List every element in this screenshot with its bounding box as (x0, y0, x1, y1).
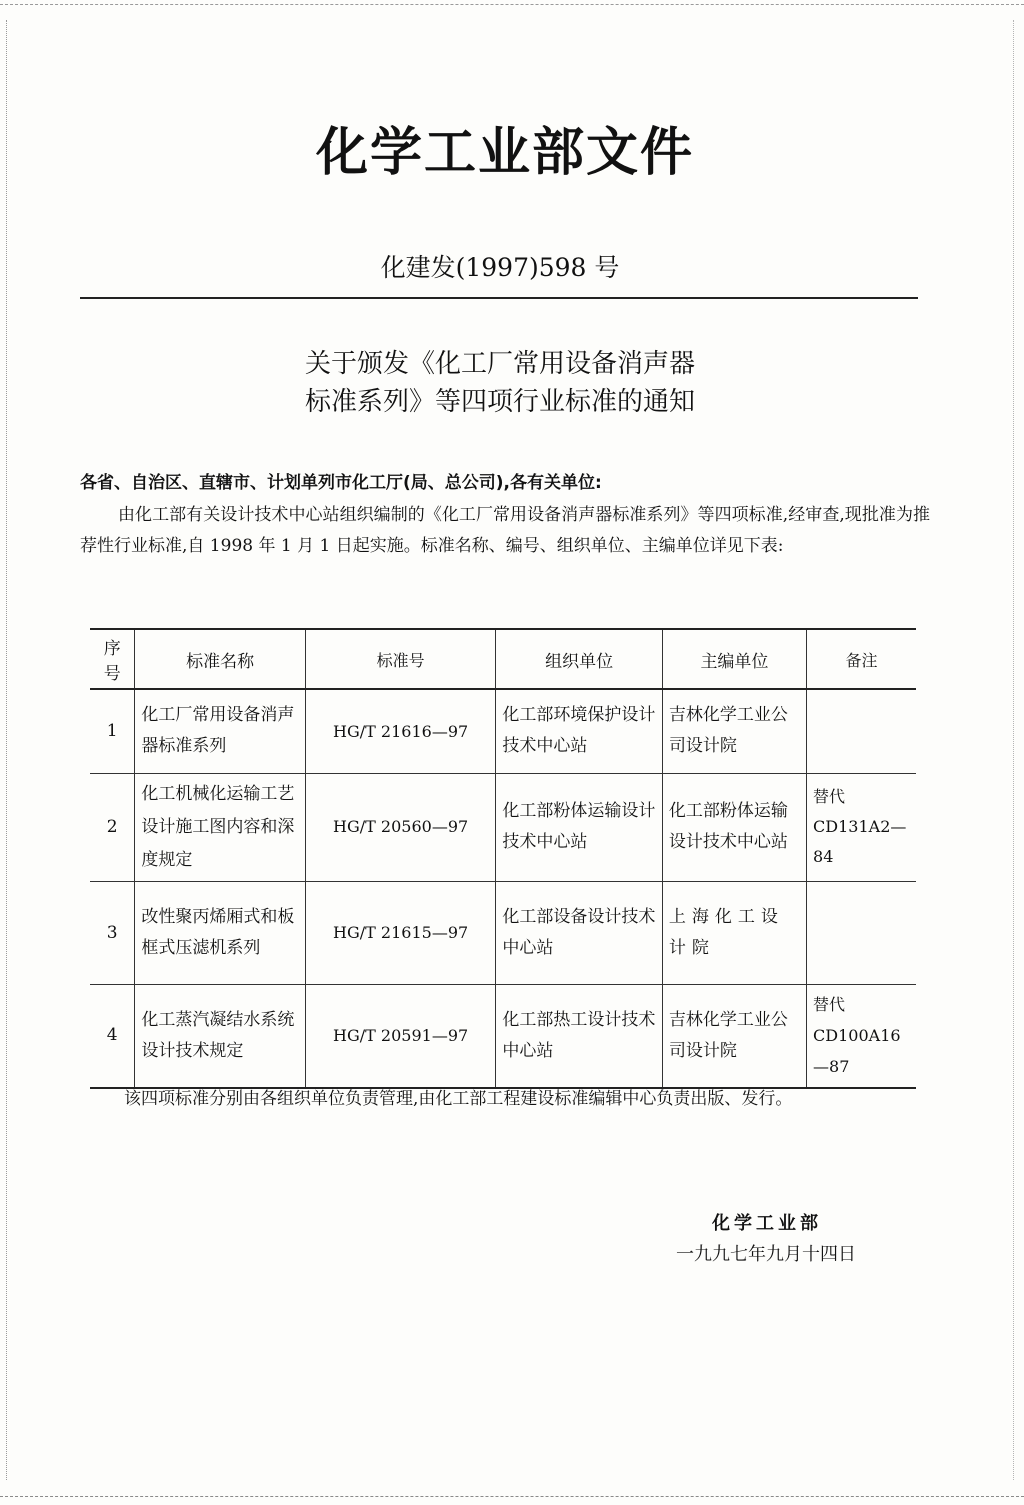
cell-editor: 化工部粉体运输设计技术中心站 (662, 773, 806, 881)
cell-seq: 3 (90, 881, 135, 984)
scan-edge-bottom (0, 1494, 1024, 1497)
cell-editor: 上海化工设计院 (662, 881, 806, 984)
scan-edge-left (6, 20, 9, 1480)
scan-edge-top (0, 4, 1024, 7)
cell-note (807, 881, 916, 984)
cell-code: HG/T 20560—97 (305, 773, 496, 881)
cell-code: HG/T 21616—97 (305, 689, 496, 773)
standards-table (90, 628, 916, 1089)
notice-title (0, 345, 1000, 421)
header-divider (80, 297, 918, 299)
notice-title-line-1: 关于颁发《化工厂常用设备消声器 (304, 349, 695, 379)
table-header-row (90, 629, 916, 689)
cell-editor: 吉林化学工业公司设计院 (662, 984, 806, 1088)
cell-org: 化工部设备设计技术中心站 (496, 881, 662, 984)
cell-note: 替代 CD131A2—84 (807, 773, 916, 881)
addressee: 各省、自治区、直辖市、计划单列市化工厅(局、总公司),各有关单位: (80, 473, 602, 493)
table-row (90, 689, 916, 773)
notice-title-line-2: 标准系列》等四项行业标准的通知 (304, 387, 695, 417)
cell-org: 化工部粉体运输设计技术中心站 (496, 773, 662, 881)
cell-org: 化工部热工设计技术中心站 (496, 984, 662, 1088)
body-paragraph: 由化工部有关设计技术中心站组织编制的《化工厂常用设备消声器标准系列》等四项标准,经审查,现批准为推荐性行业标准,自 1998 年 1 月 1 日起实施。标准名称、编号、组织单位、主编单位详见下表: (80, 505, 930, 556)
signer: 化学工业部 (712, 1213, 822, 1234)
cell-code: HG/T 21615—97 (305, 881, 496, 984)
cell-name: 化工机械化运输工艺设计施工图内容和深度规定 (135, 773, 305, 881)
column-header-editor: 主编单位 (662, 629, 806, 689)
sign-date: 一九九七年九月十四日 (676, 1244, 856, 1265)
table-row (90, 984, 916, 1088)
cell-name: 改性聚丙烯厢式和板框式压滤机系列 (135, 881, 305, 984)
closing-paragraph: 该四项标准分别由各组织单位负责管理,由化工部工程建设标准编辑中心负责出版、发行。 (124, 1089, 793, 1109)
column-header-code: 标准号 (305, 629, 496, 689)
cell-seq: 4 (90, 984, 135, 1088)
scan-edge-right (1011, 20, 1014, 1480)
cell-code: HG/T 20591—97 (305, 984, 496, 1088)
document-header-title: 化学工业部文件 (315, 123, 694, 183)
table-row (90, 881, 916, 984)
column-header-note: 备注 (807, 629, 916, 689)
cell-note (807, 689, 916, 773)
document-number: 化建发(1997)598 号 (380, 253, 620, 282)
column-header-name: 标准名称 (135, 629, 305, 689)
column-header-org: 组织单位 (496, 629, 662, 689)
cell-name: 化工厂常用设备消声器标准系列 (135, 689, 305, 773)
column-header-seq: 序号 (90, 629, 135, 689)
table-row (90, 773, 916, 881)
cell-name: 化工蒸汽凝结水系统设计技术规定 (135, 984, 305, 1088)
cell-seq: 1 (90, 689, 135, 773)
cell-org: 化工部环境保护设计技术中心站 (496, 689, 662, 773)
cell-note: 替代 CD100A16—87 (807, 984, 916, 1088)
cell-editor: 吉林化学工业公司设计院 (662, 689, 806, 773)
cell-seq: 2 (90, 773, 135, 881)
